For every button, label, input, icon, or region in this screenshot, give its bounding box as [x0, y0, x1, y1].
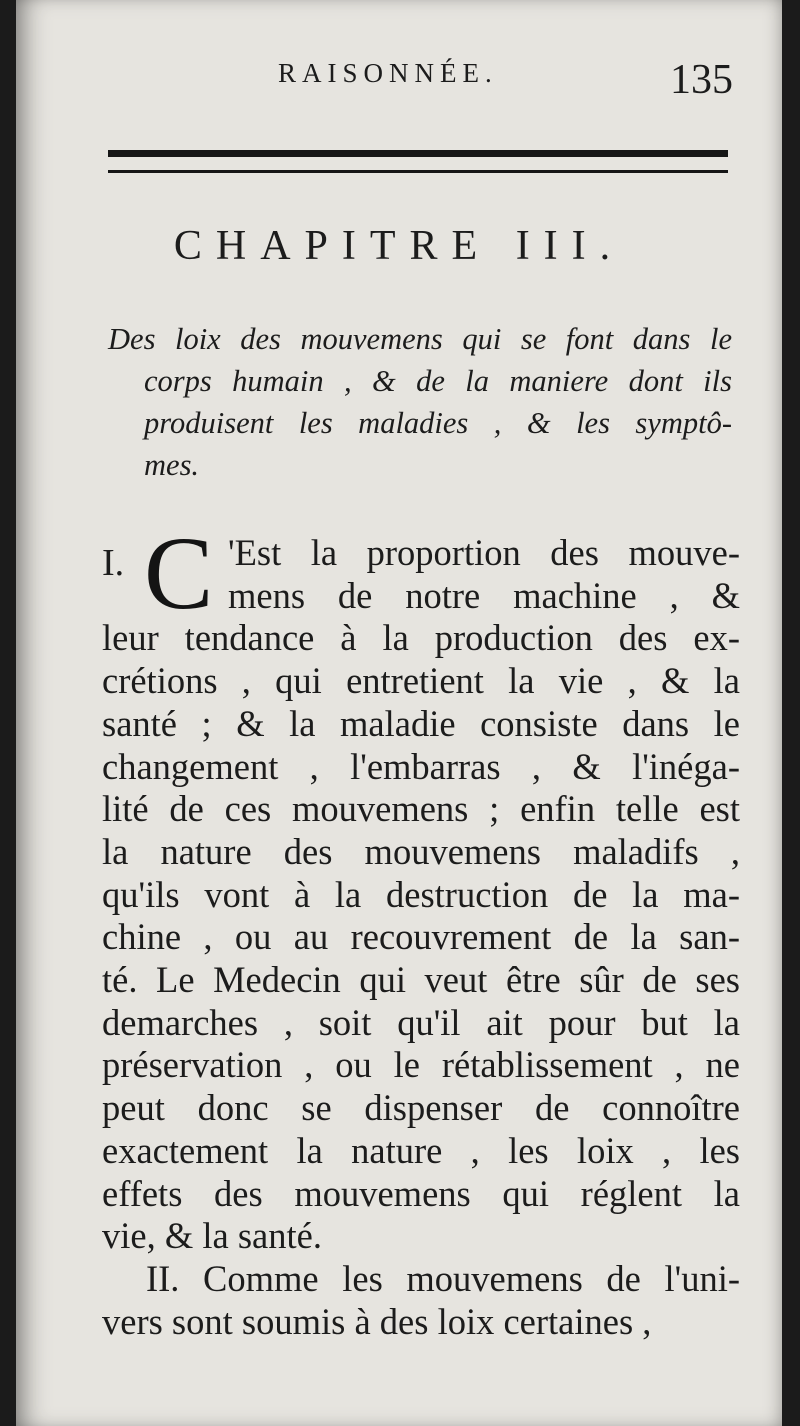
- text-line: qu'ils vont à la destruction de la ma-: [102, 873, 740, 915]
- text-line: 'Est la proportion des mouve-: [228, 532, 740, 573]
- subtitle-line: Des loix des mouvemens qui se font dans le: [108, 322, 732, 356]
- page-header: [16, 56, 782, 104]
- subtitle-line: produisent les maladies , & les symptô-: [144, 406, 732, 440]
- text-line: santé ; & la maladie consiste dans le: [102, 702, 740, 744]
- subtitle-line: corps humain , & de la maniere dont ils: [144, 364, 732, 398]
- text-line: la nature des mouvemens maladifs ,: [102, 830, 740, 872]
- text-line: effets des mouvemens qui réglent la: [102, 1172, 740, 1214]
- body-text: [102, 516, 740, 1343]
- paragraph-number: I.: [102, 542, 125, 584]
- chapter-subtitle: [108, 318, 732, 486]
- text-line: vers sont soumis à des loix certaines ,: [102, 1300, 652, 1342]
- page-number: 135: [670, 57, 733, 103]
- header-rule-thin: [108, 170, 728, 173]
- book-page: [16, 0, 782, 1426]
- subtitle-line: mes.: [144, 448, 200, 482]
- text-line: II. Comme les mouvemens de l'uni-: [146, 1257, 740, 1299]
- text-line: demarches , soit qu'il ait pour but la: [102, 1001, 740, 1043]
- text-line: changement , l'embarras , & l'inéga-: [102, 745, 740, 787]
- text-line: té. Le Medecin qui veut être sûr de ses: [102, 959, 740, 1001]
- paragraph-2: [102, 1258, 740, 1343]
- text-line: leur tendance à la production des ex-: [102, 617, 740, 659]
- text-line: vie, & la santé.: [102, 1215, 322, 1257]
- text-line: préservation , ou le rétablissement , ne: [102, 1044, 740, 1086]
- header-rule-thick: [108, 150, 728, 157]
- chapter-title: CHAPITRE III.: [173, 223, 625, 269]
- text-line: exactement la nature , les loix , les: [102, 1129, 740, 1171]
- text-line: crétions , qui entretient la vie , & la: [102, 660, 740, 702]
- paragraph-1: [102, 516, 740, 1258]
- text-line: lité de ces mouvemens ; enfin telle est: [102, 788, 740, 830]
- text-line: chine , ou au recouvrement de la san-: [102, 916, 740, 958]
- running-head: RAISONNÉE.: [278, 58, 498, 88]
- drop-cap: C: [144, 516, 214, 631]
- text-line: mens de notre machine , &: [228, 574, 740, 616]
- text-line: peut donc se dispenser de connoître: [102, 1087, 740, 1129]
